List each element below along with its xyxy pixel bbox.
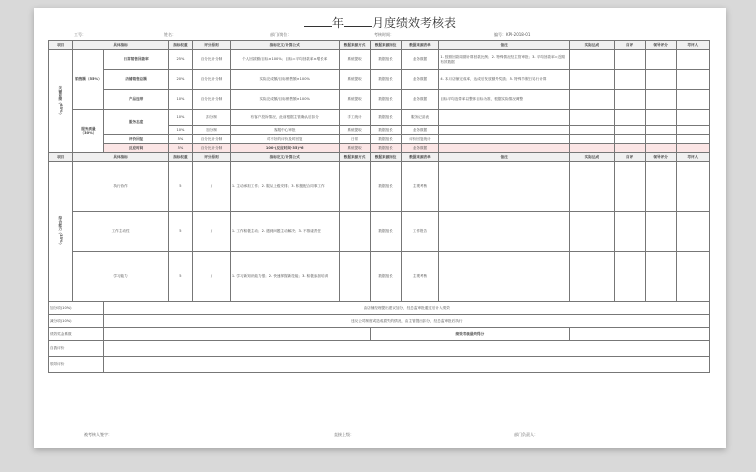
- note: [439, 110, 570, 126]
- source: [339, 252, 370, 302]
- leader-score-cell[interactable]: [645, 162, 676, 212]
- evaluator-cell[interactable]: [676, 135, 709, 144]
- note: [439, 126, 570, 135]
- formula: 有客户投诉情况，此前根据主管确认后扣分: [230, 110, 339, 126]
- header-cell: 数据来源表单: [401, 153, 439, 162]
- actual-cell[interactable]: [570, 162, 614, 212]
- evaluator-cell[interactable]: [676, 50, 709, 70]
- header-cell: 考评人: [676, 153, 709, 162]
- source: 系统提取: [339, 144, 370, 153]
- header-cell: 实际达成: [570, 41, 614, 50]
- self-eval-field[interactable]: [104, 341, 710, 357]
- header-cell: 指标定义/计算公式: [230, 153, 339, 162]
- note: [439, 252, 570, 302]
- indicator-name: 评价回复: [104, 135, 168, 144]
- weight: 5%: [168, 135, 192, 144]
- leader-eval-field[interactable]: [104, 357, 710, 373]
- actual-cell[interactable]: [570, 90, 614, 110]
- formula: 1. 工作积极主动；2. 遇到问题主动解决；3. 不推诿责任: [230, 212, 339, 252]
- leader-score-cell[interactable]: [645, 70, 676, 90]
- header-cell: 自评: [614, 153, 645, 162]
- note: 目标平均连带率以整体目标为准，根据实际情况调整: [439, 90, 570, 110]
- weight: 10%: [168, 110, 192, 126]
- formula: 1. 主动承担工作；2. 服从上级安排；3. 积极配合同事工作: [230, 162, 339, 212]
- score-coefficient-label: 绩效奖金系数: [49, 328, 104, 341]
- table-row: [49, 252, 710, 302]
- form: 评价回复统计: [401, 135, 439, 144]
- header-cell: 数据来源岗位: [370, 41, 401, 50]
- group-label: 销售额（55%）: [73, 50, 104, 110]
- evaluator-cell[interactable]: [676, 144, 709, 153]
- header-cell: 领导评分: [645, 41, 676, 50]
- form: 业务数据: [401, 90, 439, 110]
- header-cell: 考评人: [676, 41, 709, 50]
- table-row: [49, 315, 710, 328]
- rule: /: [193, 162, 231, 212]
- table-row: [49, 341, 710, 357]
- post: 数据组长: [370, 252, 401, 302]
- leader-score-cell[interactable]: [645, 135, 676, 144]
- rule: 加分制: [193, 126, 231, 135]
- post: 数据组长: [370, 50, 401, 70]
- rule: 百分比计分制: [193, 50, 231, 70]
- info-name: 姓名：: [164, 32, 176, 37]
- self-score-cell[interactable]: [614, 162, 645, 212]
- final-score-label: 绩效考核最终得分: [370, 328, 570, 341]
- header-cell: 领导评分: [645, 153, 676, 162]
- actual-cell[interactable]: [570, 212, 614, 252]
- leader-eval-label: 领导评价: [49, 357, 104, 373]
- info-employee-id: 工号：: [74, 32, 86, 37]
- header-cell: 指标权重: [168, 153, 192, 162]
- leader-score-cell[interactable]: [645, 252, 676, 302]
- weight: 5: [168, 162, 192, 212]
- table-row: [49, 90, 710, 110]
- header-cell: 备注: [439, 41, 570, 50]
- indicator-name: 反应时间: [104, 144, 168, 153]
- source: [339, 162, 370, 212]
- evaluator-cell[interactable]: [676, 162, 709, 212]
- post: 数据组长: [370, 126, 401, 135]
- evaluator-cell[interactable]: [676, 126, 709, 135]
- bonus-label: 加分项(10%): [49, 302, 104, 315]
- actual-cell[interactable]: [570, 70, 614, 90]
- table-row: [49, 357, 710, 373]
- source: 手工统计: [339, 110, 370, 126]
- source: 日常: [339, 135, 370, 144]
- final-score-value[interactable]: [570, 328, 710, 341]
- header-cell: 项目: [49, 153, 73, 162]
- leader-score-cell[interactable]: [645, 126, 676, 135]
- rule: 百分比计分制: [193, 90, 231, 110]
- actual-cell[interactable]: [570, 144, 614, 153]
- leader-score-cell[interactable]: [645, 50, 676, 70]
- table-row: [49, 328, 710, 341]
- form: 主观考核: [401, 252, 439, 302]
- weight: 20%: [168, 70, 192, 90]
- weight: 5: [168, 252, 192, 302]
- self-score-cell[interactable]: [614, 70, 645, 90]
- header-cell: 数据来源表单: [401, 41, 439, 50]
- note: [439, 212, 570, 252]
- header-cell: 数据来源方式: [339, 153, 370, 162]
- signature-supervisor: 直接上级：: [334, 432, 354, 437]
- header-cell: 实际达成: [570, 153, 614, 162]
- page-title: 年 月度绩效考核表: [34, 14, 726, 31]
- header-cell: 指标定义/计算公式: [230, 41, 339, 50]
- indicator-name: 执行协作: [73, 162, 168, 212]
- self-score-cell[interactable]: [614, 212, 645, 252]
- table-row: [49, 110, 710, 126]
- actual-cell[interactable]: [570, 126, 614, 135]
- deduct-text: 违反公司制度或造成损失的情况，由主管提出扣分，经总监审批后执行: [104, 315, 710, 328]
- leader-score-cell[interactable]: [645, 144, 676, 153]
- actual-cell[interactable]: [570, 50, 614, 70]
- header-cell: 备注: [439, 153, 570, 162]
- note: 1. 按照回款周期计算回款比例；2. 特殊情况经主管审批；3. 平均回款率=近期有效数据: [439, 50, 570, 70]
- section-label: 综合能力（35%）: [49, 162, 73, 302]
- indicator-name: 服务态度: [104, 110, 168, 135]
- formula: 客服中心审批: [230, 126, 339, 135]
- self-score-cell[interactable]: [614, 126, 645, 135]
- source: [339, 212, 370, 252]
- info-dept: 部门/岗位：: [270, 32, 292, 37]
- rule: 百分比计分制: [193, 70, 231, 90]
- source: 系统提取: [339, 50, 370, 70]
- table-row: [49, 302, 710, 315]
- actual-cell[interactable]: [570, 252, 614, 302]
- rule: /: [193, 212, 231, 252]
- bonus-text: 由店铺经理提出建议加分，经总监审批通过后计入绩效: [104, 302, 710, 315]
- self-score-cell[interactable]: [614, 110, 645, 126]
- self-score-cell[interactable]: [614, 144, 645, 153]
- table-row: [49, 162, 710, 212]
- table-row: [49, 212, 710, 252]
- post: 数据组长: [370, 135, 401, 144]
- section-label: 关键业绩（65%）: [49, 50, 73, 153]
- kpi-table: [48, 40, 710, 373]
- table-header-row: [49, 153, 710, 162]
- source: 系统提取: [339, 70, 370, 90]
- header-cell: 自评: [614, 41, 645, 50]
- header-cell: 评分原则: [193, 41, 231, 50]
- table-row: [49, 50, 710, 70]
- leader-score-cell[interactable]: [645, 110, 676, 126]
- form: 业务数据: [401, 70, 439, 90]
- post: 数据组长: [370, 90, 401, 110]
- self-score-cell[interactable]: [614, 50, 645, 70]
- post: 数据组长: [370, 212, 401, 252]
- source: 系统提取: [339, 90, 370, 110]
- formula: 100-(反应时间-35)*6: [230, 144, 339, 153]
- post: 数据组长: [370, 70, 401, 90]
- weight: 5%: [168, 144, 192, 153]
- group-label: 服务质量（30%）: [73, 110, 104, 153]
- formula: 个人回款额/目标×100%；目标=平均回款率×增长率: [230, 50, 339, 70]
- header-cell: 数据来源岗位: [370, 153, 401, 162]
- signature-dept-head: 部门负责人：: [514, 432, 538, 437]
- self-score-cell[interactable]: [614, 135, 645, 144]
- actual-cell[interactable]: [570, 135, 614, 144]
- header-cell: 指标权重: [168, 41, 192, 50]
- indicator-name: 日常销售回款率: [104, 50, 168, 70]
- rule: 百分比计分制: [193, 135, 231, 144]
- post: 数据组长: [370, 144, 401, 153]
- note: [439, 144, 570, 153]
- weight: 5: [168, 212, 192, 252]
- deduct-label: 减分项(10%): [49, 315, 104, 328]
- table-row: [49, 70, 710, 90]
- header-cell: 评分原则: [193, 153, 231, 162]
- header-cell: 具体指标: [73, 41, 168, 50]
- indicator-name: 学习能力: [73, 252, 168, 302]
- note: [439, 135, 570, 144]
- rule: /: [193, 252, 231, 302]
- signature-employee: 被考核人签字：: [84, 432, 112, 437]
- table-row: [49, 135, 710, 144]
- form: 业务数据: [401, 126, 439, 135]
- note: [439, 162, 570, 212]
- leader-score-cell[interactable]: [645, 212, 676, 252]
- form: 主观考核: [401, 162, 439, 212]
- indicator-name: 产品连带: [104, 90, 168, 110]
- evaluator-cell[interactable]: [676, 90, 709, 110]
- formula: 实际完成额/目标销售额×100%: [230, 90, 339, 110]
- self-score-cell[interactable]: [614, 90, 645, 110]
- rule: 扣分制: [193, 110, 231, 126]
- weight: 10%: [168, 90, 192, 110]
- indicator-name: 店铺销售总额: [104, 70, 168, 90]
- note: 4. 本月店铺完成率，达成后发放额外奖励；5. 特殊节假日另行计算: [439, 70, 570, 90]
- form: 工作报告: [401, 212, 439, 252]
- weight: 25%: [168, 50, 192, 70]
- table-header-row: [49, 41, 710, 50]
- formula: 1. 学习新知识能力强；2. 快速掌握新技能；3. 积极参加培训: [230, 252, 339, 302]
- form: 服务记录表: [401, 110, 439, 126]
- info-period: 考核时间：: [374, 32, 394, 37]
- formula: 实际完成额/目标销售额×100%: [230, 70, 339, 90]
- weight: 10%: [168, 126, 192, 135]
- evaluator-cell[interactable]: [676, 252, 709, 302]
- score-coefficient-value[interactable]: [104, 328, 370, 341]
- post: 数据组长: [370, 162, 401, 212]
- leader-score-cell[interactable]: [645, 90, 676, 110]
- form: 业务数据: [401, 50, 439, 70]
- info-code: 编号：KPI-2018-01: [494, 32, 531, 37]
- indicator-name: 工作主动性: [73, 212, 168, 252]
- self-score-cell[interactable]: [614, 252, 645, 302]
- source: 系统提取: [339, 126, 370, 135]
- evaluator-cell[interactable]: [676, 70, 709, 90]
- header-cell: 具体指标: [73, 153, 168, 162]
- header-cell: 数据来源方式: [339, 41, 370, 50]
- evaluator-cell[interactable]: [676, 212, 709, 252]
- rule: 百分比计分制: [193, 144, 231, 153]
- actual-cell[interactable]: [570, 110, 614, 126]
- post: 数据组长: [370, 110, 401, 126]
- form: 业务数据: [401, 144, 439, 153]
- evaluator-cell[interactable]: [676, 110, 709, 126]
- self-eval-label: 自我评价: [49, 341, 104, 357]
- header-cell: 项目: [49, 41, 73, 50]
- table-row: [49, 144, 710, 153]
- kpi-sheet: [34, 8, 726, 448]
- formula: 对不好的评价及时回复: [230, 135, 339, 144]
